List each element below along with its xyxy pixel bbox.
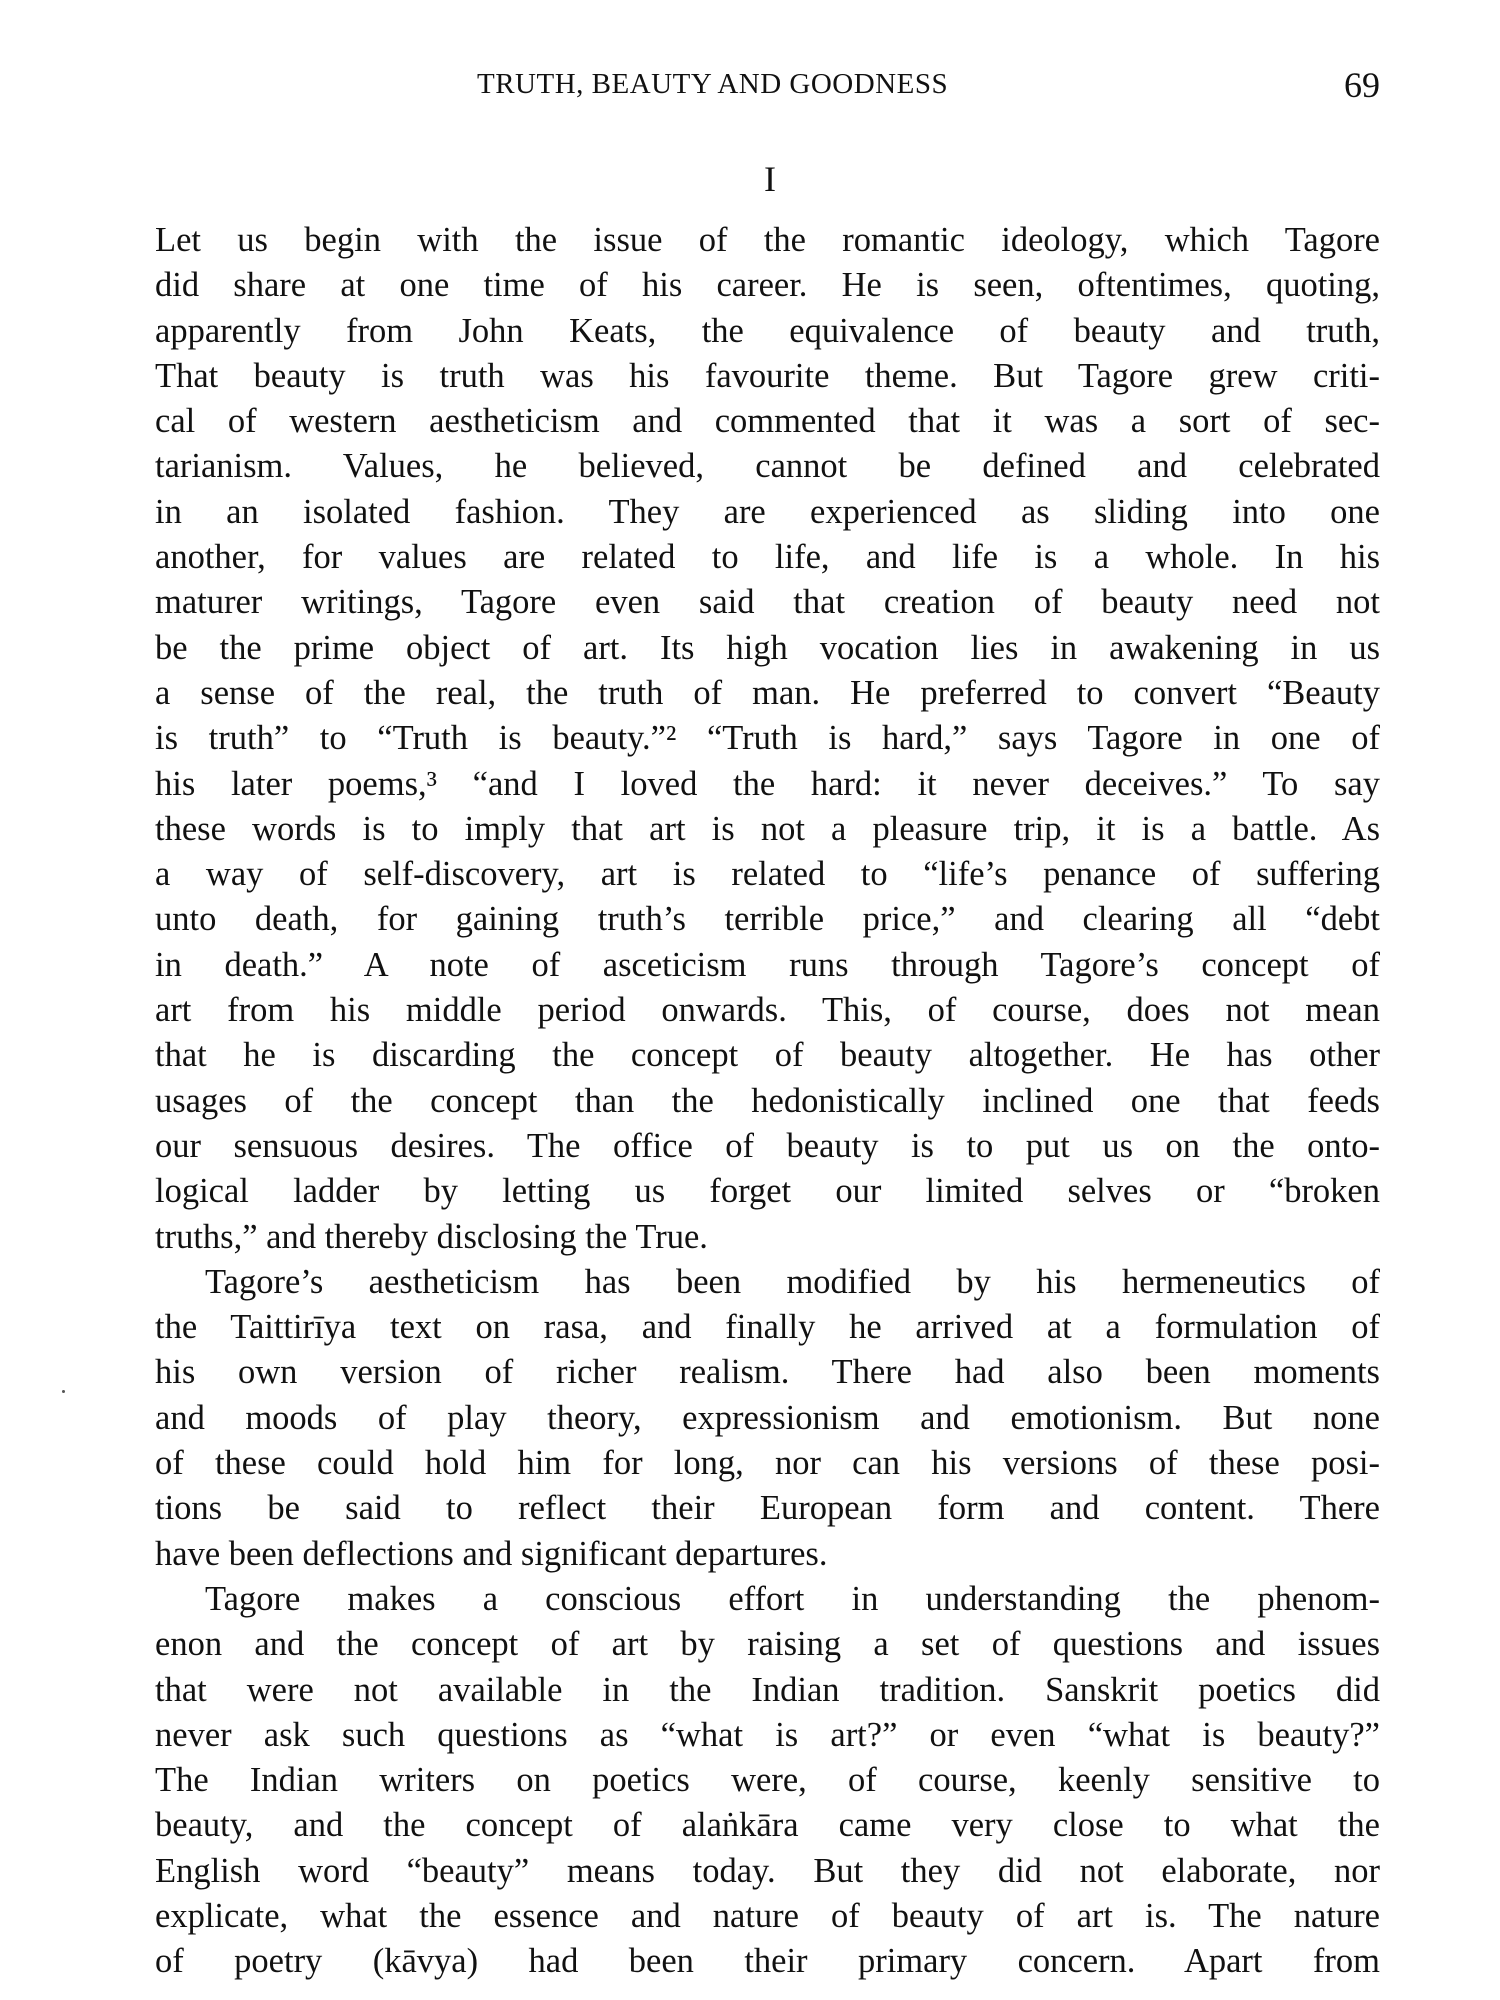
text-line: our sensuous desires. The office of beauty is to put us on the onto- — [155, 1126, 1380, 1165]
text-line: of these could hold him for long, nor can his versions of these posi- — [155, 1444, 1380, 1483]
text-line: The Indian writers on poetics were, of course, keenly sensitive to — [155, 1761, 1380, 1800]
text-line: Tagore’s aestheticism has been modified by his hermeneutics of — [205, 1262, 1380, 1301]
body-text — [155, 218, 1380, 1985]
text-line: a way of self-discovery, art is related to “life’s penance of suffering — [155, 855, 1380, 894]
text-line: is truth” to “Truth is beauty.”² “Truth is hard,” says Tagore in one of — [155, 719, 1380, 758]
running-title: TRUTH, BEAUTY AND GOODNESS — [477, 68, 949, 100]
text-line: explicate, what the essence and nature of beauty of art is. The nature — [155, 1896, 1380, 1935]
text-line: another, for values are related to life, and life is a whole. In his — [155, 538, 1380, 577]
text-line: that he is discarding the concept of beauty altogether. He has other — [155, 1036, 1380, 1075]
text-line: a sense of the real, the truth of man. He preferred to convert “Beauty — [155, 673, 1380, 712]
text-line: in death.” A note of asceticism runs through Tagore’s concept of — [155, 945, 1380, 984]
text-line: his later poems,³ “and I loved the hard: it never deceives.” To say — [155, 764, 1380, 803]
text-line: tions be said to reflect their European form and content. There — [155, 1489, 1380, 1528]
text-line: enon and the concept of art by raising a set of questions and issues — [155, 1625, 1380, 1664]
page-number: 69 — [1344, 65, 1380, 105]
running-head — [155, 65, 1380, 108]
text-line: these words is to imply that art is not a pleasure trip, it is a battle. As — [155, 809, 1380, 848]
text-line: and moods of play theory, expressionism and emotionism. But none — [155, 1398, 1380, 1437]
text-line: that were not available in the Indian tradition. Sanskrit poetics did — [155, 1670, 1380, 1709]
text-line: of poetry (kāvya) had been their primary concern. Apart from — [155, 1942, 1380, 1981]
scan-speck — [62, 1390, 65, 1393]
text-line: English word “beauty” means today. But they did not elaborate, nor — [155, 1851, 1380, 1890]
text-line: usages of the concept than the hedonistically inclined one that feeds — [155, 1081, 1380, 1120]
text-line: unto death, for gaining truth’s terrible price,” and clearing all “debt — [155, 900, 1380, 939]
text-line: maturer writings, Tagore even said that creation of beauty need not — [155, 583, 1380, 622]
text-line: beauty, and the concept of alaṅkāra came very close to what the — [155, 1806, 1380, 1845]
text-line: have been deflections and significant departures. — [155, 1534, 828, 1573]
text-line: cal of western aestheticism and commented that it was a sort of sec- — [155, 402, 1380, 441]
text-line: Tagore makes a conscious effort in understanding the phenom- — [205, 1579, 1380, 1618]
text-line: logical ladder by letting us forget our limited selves or “broken — [155, 1172, 1380, 1211]
text-line: truths,” and thereby disclosing the True. — [155, 1217, 708, 1256]
paragraph-3 — [155, 1577, 1380, 1985]
text-line: the Taittirīya text on rasa, and finally he arrived at a formulation of — [155, 1308, 1380, 1347]
text-line: apparently from John Keats, the equivalence of beauty and truth, — [155, 311, 1380, 350]
text-line: did share at one time of his career. He is seen, oftentimes, quoting, — [155, 266, 1380, 305]
text-line: Let us begin with the issue of the romantic ideology, which Tagore — [155, 221, 1380, 259]
text-line: tarianism. Values, he believed, cannot be defined and celebrated — [155, 447, 1380, 486]
paragraph-1 — [155, 218, 1380, 1260]
text-line: be the prime object of art. Its high vocation lies in awakening in us — [155, 628, 1380, 667]
text-line: art from his middle period onwards. This, of course, does not mean — [155, 991, 1380, 1030]
text-line: never ask such questions as “what is art?” or even “what is beauty?” — [155, 1715, 1380, 1754]
text-line: his own version of richer realism. There had also been moments — [155, 1353, 1380, 1392]
paragraph-2 — [155, 1260, 1380, 1577]
text-line: That beauty is truth was his favourite theme. But Tagore grew criti- — [155, 356, 1380, 395]
section-numeral: I — [764, 159, 776, 199]
text-line: in an isolated fashion. They are experienced as sliding into one — [155, 492, 1380, 531]
